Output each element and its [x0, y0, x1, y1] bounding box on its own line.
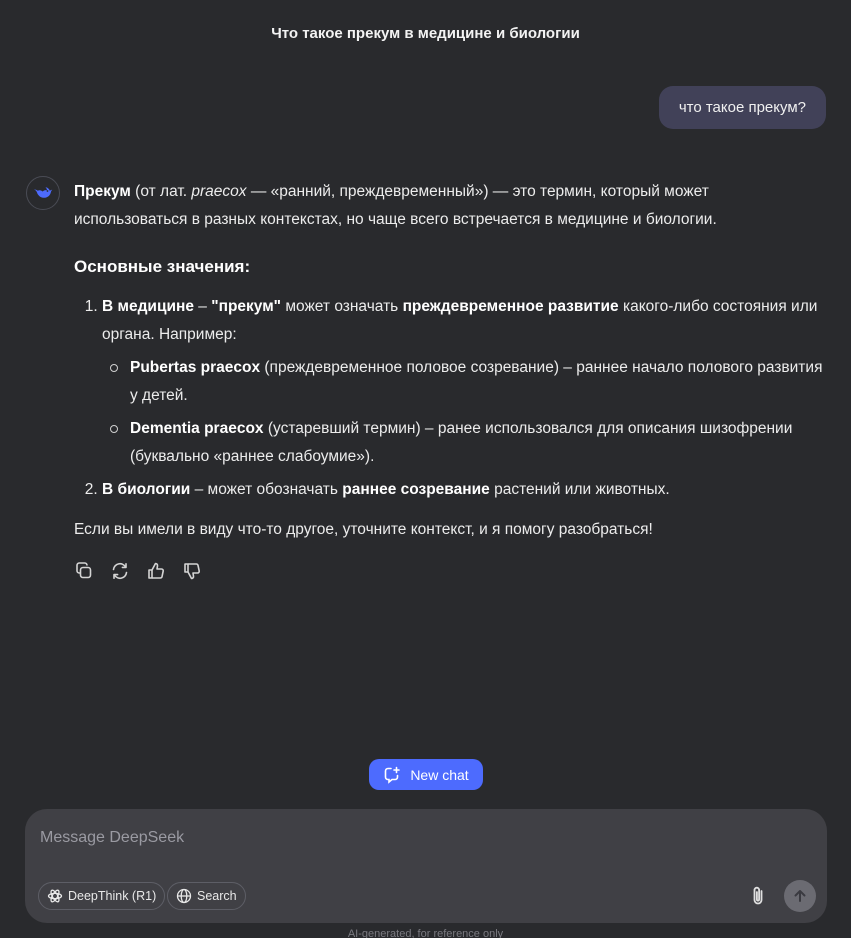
thumbs-down-icon: [182, 561, 202, 581]
page-title: [0, 0, 851, 66]
thumbs-up-icon: [146, 561, 166, 581]
globe-icon: [176, 888, 192, 904]
item2-label: В биологии: [102, 481, 191, 498]
item1-bold2: преждевременное развитие: [402, 298, 619, 315]
intro-lat-prefix: (от лат.: [130, 183, 192, 200]
atom-icon: [47, 888, 63, 904]
user-message-bubble: [659, 86, 826, 129]
item2-rest: растений или животных.: [489, 481, 670, 498]
sub-list: [130, 354, 826, 471]
intro-term: Прекум: [74, 183, 131, 200]
list-item: [102, 293, 826, 471]
item2-bold2: раннее созревание: [342, 481, 490, 498]
intro-lat-word: praecox: [191, 183, 247, 200]
item1-label: В медицине: [102, 298, 194, 315]
chat-title: Что такое прекум в медицине и биологии: [271, 24, 580, 42]
item1-quoted: "прекум": [211, 298, 282, 315]
regenerate-button[interactable]: [108, 559, 132, 583]
list-item: [130, 354, 826, 410]
answer-heading: Основные значения:: [74, 257, 251, 276]
paperclip-icon: [749, 885, 767, 907]
user-message-text: что такое прекум?: [678, 99, 806, 116]
list-item: [102, 476, 826, 504]
item1-rest: какого-либо состояния или органа. Например:: [102, 298, 818, 343]
intro-rest: — «ранний, преждевременный») — это термин, который может использоваться в разных контекстах, но чаще всего встречается в медицине и биологии.: [74, 183, 717, 228]
regenerate-icon: [110, 561, 130, 581]
item1-mid: может означать: [281, 298, 403, 315]
send-button[interactable]: [784, 880, 816, 912]
sub2-text: (устаревший термин) – ранее использовался для описания шизофрении (буквально «раннее слабоумие»).: [130, 420, 793, 465]
message-input[interactable]: [40, 823, 810, 853]
search-label: Search: [197, 889, 237, 903]
copy-button[interactable]: [72, 559, 96, 583]
item1-dash: –: [194, 298, 212, 315]
new-chat-icon: [383, 766, 401, 784]
sub1-term: Pubertas praecox: [130, 359, 261, 376]
answer-intro: [74, 178, 826, 234]
dislike-button[interactable]: [180, 559, 204, 583]
copy-icon: [74, 561, 94, 581]
attach-button[interactable]: [746, 882, 770, 910]
new-chat-button[interactable]: [369, 759, 483, 790]
answer-closing: Если вы имели в виду что-то другое, уточните контекст, и я помогу разобраться!: [74, 521, 653, 538]
item2-mid: – может обозначать: [190, 481, 343, 498]
deepthink-toggle[interactable]: [38, 882, 165, 910]
arrow-up-icon: [792, 888, 808, 904]
deepseek-whale-icon: [31, 181, 55, 205]
list-item: [130, 415, 826, 471]
new-chat-label: New chat: [410, 766, 469, 783]
deepseek-avatar: [26, 176, 60, 210]
like-button[interactable]: [144, 559, 168, 583]
meanings-list: [102, 293, 826, 504]
deepthink-label: DeepThink (R1): [68, 889, 157, 903]
assistant-answer: [74, 178, 826, 544]
sub2-term: Dementia praecox: [130, 420, 264, 437]
sub1-text: (преждевременное половое созревание) – раннее начало полового развития у детей.: [130, 359, 823, 404]
message-composer: [25, 809, 827, 923]
message-actions: [72, 559, 204, 583]
disclaimer: AI-generated, for reference only: [347, 928, 504, 938]
search-toggle[interactable]: [167, 882, 246, 910]
